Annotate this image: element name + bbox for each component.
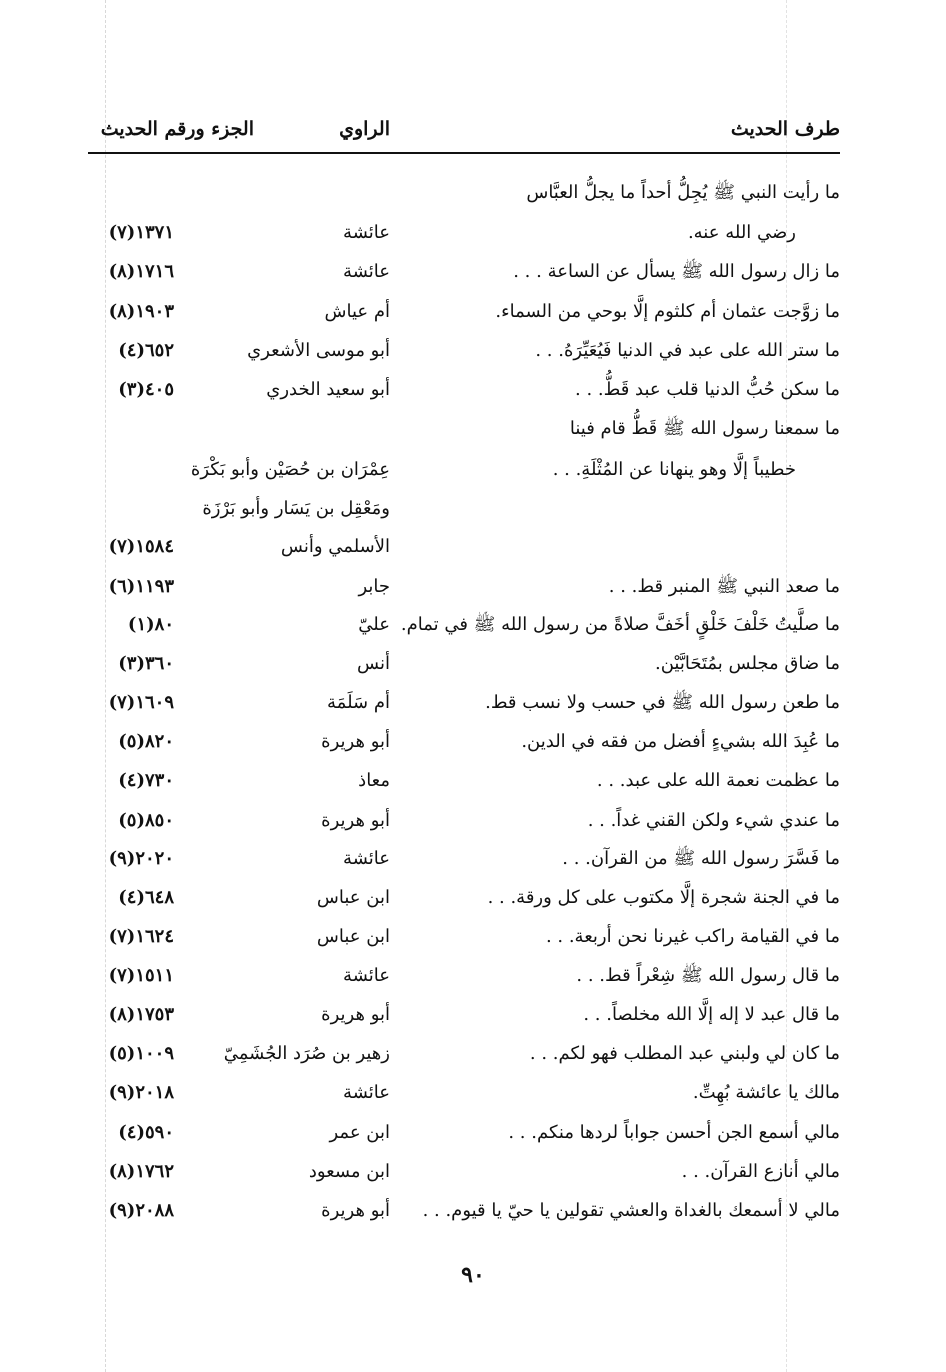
narrator: جابر bbox=[358, 576, 390, 597]
table-row bbox=[0, 414, 946, 444]
narrator: أبو موسى الأشعري bbox=[247, 340, 390, 361]
narrator: أبو هريرة bbox=[321, 1200, 390, 1221]
narrator: عائشة bbox=[343, 261, 390, 282]
table-row bbox=[0, 494, 946, 524]
narrator: عائشة bbox=[343, 965, 390, 986]
table-row bbox=[0, 1157, 946, 1187]
narrator: ابن عمر bbox=[329, 1122, 390, 1143]
hadith-text: ما سمعنا رسول الله ﷺ قَطُّ قام فينا bbox=[569, 418, 840, 439]
narrator: معاذ bbox=[358, 770, 390, 791]
volume-hadith-number: ١٧٥٣(٨) bbox=[108, 1004, 174, 1025]
hadith-text: مالي أسمع الجن أحسن جواباً لردها منكم. . . bbox=[508, 1122, 840, 1143]
hadith-text: ما طعن رسول الله ﷺ في حسب ولا نسب قط. bbox=[485, 692, 840, 713]
narrator: أنس bbox=[357, 653, 390, 674]
volume-hadith-number: ١٩٠٣(٨) bbox=[108, 301, 174, 322]
narrator: ابن عباس bbox=[316, 926, 390, 947]
narrator: أبو هريرة bbox=[321, 1004, 390, 1025]
volume-hadith-number: ٦٤٨(٤) bbox=[118, 887, 174, 908]
narrator: ابن عباس bbox=[316, 887, 390, 908]
table-row bbox=[0, 961, 946, 991]
table-row bbox=[0, 178, 946, 208]
volume-hadith-number: ٤٠٥(٣) bbox=[118, 379, 174, 400]
volume-hadith-number: ٨٠(١) bbox=[127, 614, 174, 635]
hadith-text: ما صلَّيتُ خَلْفَ خَلْقٍ أخَفَّ صلاةً من رسول الله ﷺ في تمام. bbox=[400, 614, 840, 635]
volume-hadith-number: ١٦٢٤(٧) bbox=[108, 926, 174, 947]
volume-hadith-number: ١٣٧١(٧) bbox=[108, 222, 174, 243]
table-row bbox=[0, 572, 946, 602]
narrator: أبو هريرة bbox=[321, 731, 390, 752]
table-row bbox=[0, 883, 946, 913]
volume-hadith-number: ١٥٨٤(٧) bbox=[108, 536, 174, 557]
table-row bbox=[0, 1000, 946, 1030]
narrator: عائشة bbox=[343, 848, 390, 869]
table-row bbox=[0, 922, 946, 952]
narrator: أبو سعيد الخدري bbox=[266, 379, 390, 400]
narrator: أم سَلَمَة bbox=[327, 692, 390, 713]
hadith-text: ما زال رسول الله ﷺ يسأل عن الساعة . . . bbox=[513, 261, 840, 282]
volume-hadith-number: ٦٥٢(٤) bbox=[118, 340, 174, 361]
header-hadith: طرف الحديث bbox=[730, 118, 840, 140]
header-narrator: الراوي bbox=[339, 118, 390, 140]
table-row bbox=[0, 806, 946, 836]
volume-hadith-number: ٨٥٠(٥) bbox=[118, 810, 174, 831]
header-rule bbox=[88, 152, 840, 154]
hadith-text: ما في القيامة راكب غيرنا نحن أربعة. . . bbox=[545, 926, 840, 947]
hadith-text: ما كان لي ولبني عبد المطلب فهو لكم. . . bbox=[529, 1043, 840, 1064]
table-row bbox=[0, 649, 946, 679]
hadith-text: ما سكن حُبُّ الدنيا قلب عبد قَطُّ. . . bbox=[575, 379, 840, 400]
table-row bbox=[0, 532, 946, 562]
volume-hadith-number: ٧٣٠(٤) bbox=[118, 770, 174, 791]
table-row bbox=[0, 844, 946, 874]
hadith-text: مالي أنازع القرآن. . . bbox=[681, 1161, 840, 1182]
hadith-text: مالك يا عائشة بُهِتِّ. bbox=[692, 1082, 840, 1103]
volume-hadith-number: ١٧١٦(٨) bbox=[108, 261, 174, 282]
narrator: عليّ bbox=[358, 614, 390, 635]
table-row bbox=[0, 766, 946, 796]
hadith-text: ما عندي شيء ولكن القني غداً. . . bbox=[587, 810, 840, 831]
table-row bbox=[0, 455, 946, 485]
hadith-text: رضي الله عنه. bbox=[687, 222, 796, 243]
narrator: ابن مسعود bbox=[308, 1161, 390, 1182]
table-row bbox=[0, 257, 946, 287]
table-row bbox=[0, 218, 946, 248]
narrator: أبو هريرة bbox=[321, 810, 390, 831]
table-row bbox=[0, 727, 946, 757]
page-number: ٩٠ bbox=[461, 1262, 485, 1288]
hadith-text: ما ضاق مجلس بمُتَحَابَّيْن. bbox=[654, 653, 840, 674]
hadith-text: ما فَسَّرَ رسول الله ﷺ من القرآن. . . bbox=[562, 848, 840, 869]
table-header bbox=[88, 116, 840, 148]
volume-hadith-number: ١٧٦٢(٨) bbox=[108, 1161, 174, 1182]
table-row bbox=[0, 610, 946, 640]
table-row bbox=[0, 1078, 946, 1108]
table-row bbox=[0, 1118, 946, 1148]
volume-hadith-number: ٢٠٢٠(٩) bbox=[108, 848, 174, 869]
table-row bbox=[0, 688, 946, 718]
volume-hadith-number: ٢٠١٨(٩) bbox=[108, 1082, 174, 1103]
narrator: عِمْرَان بن حُصَيْن وأبو بَكْرَة bbox=[190, 459, 390, 480]
narrator: ومَعْقِل بن يَسَار وأبو بَرْزَة bbox=[202, 498, 390, 519]
hadith-text: ما صعد النبي ﷺ المنبر قط. . . bbox=[608, 576, 840, 597]
volume-hadith-number: ٣٦٠(٣) bbox=[118, 653, 174, 674]
table-row bbox=[0, 1196, 946, 1226]
hadith-text: ما عُبِدَ الله بشيءٍ أفضل من فقه في الدين. bbox=[521, 731, 840, 752]
table-row bbox=[0, 336, 946, 366]
narrator: عائشة bbox=[343, 1082, 390, 1103]
hadith-text: مالي لا أسمعك بالغداة والعشي تقولين يا حيّ يا قيوم. . . bbox=[422, 1200, 840, 1221]
volume-hadith-number: ١٥١١(٧) bbox=[108, 965, 174, 986]
narrator: زهير بن صُرَد الجُشَمِيّ bbox=[223, 1043, 390, 1064]
table-row bbox=[0, 375, 946, 405]
header-reference: الجزء ورقم الحديث bbox=[100, 118, 254, 140]
narrator: عائشة bbox=[343, 222, 390, 243]
hadith-text: ما ستر الله على عبد في الدنيا فَيُعَيِّرَهُ. . . bbox=[535, 340, 840, 361]
volume-hadith-number: ٥٩٠(٤) bbox=[118, 1122, 174, 1143]
volume-hadith-number: ١٦٠٩(٧) bbox=[108, 692, 174, 713]
table-row bbox=[0, 297, 946, 327]
hadith-text: ما رأيت النبي ﷺ يُجِلُّ أحداً ما يجلُّ العبَّاس bbox=[526, 182, 840, 203]
volume-hadith-number: ١٠٠٩(٥) bbox=[108, 1043, 174, 1064]
narrator: أم عياش bbox=[324, 301, 390, 322]
table-row bbox=[0, 1039, 946, 1069]
hadith-text: ما عظمت نعمة الله على عبد. . . bbox=[596, 770, 840, 791]
volume-hadith-number: ٨٢٠(٥) bbox=[118, 731, 174, 752]
hadith-text: ما في الجنة شجرة إلَّا مكتوب على كل ورقة. . . bbox=[487, 887, 840, 908]
narrator: الأسلمي وأنس bbox=[280, 536, 390, 557]
volume-hadith-number: ٢٠٨٨(٩) bbox=[108, 1200, 174, 1221]
hadith-text: ما قال عبد لا إله إلَّا الله مخلصاً. . . bbox=[583, 1004, 840, 1025]
hadith-text: ما زوَّجت عثمان أم كلثوم إلَّا بوحي من السماء. bbox=[495, 301, 840, 322]
volume-hadith-number: ١١٩٣(٦) bbox=[108, 576, 174, 597]
hadith-text: ما قال رسول الله ﷺ شِعْراً قط. . . bbox=[576, 965, 840, 986]
hadith-text: خطيباً إلَّا وهو ينهانا عن المُثْلَةِ. . . bbox=[552, 459, 796, 480]
